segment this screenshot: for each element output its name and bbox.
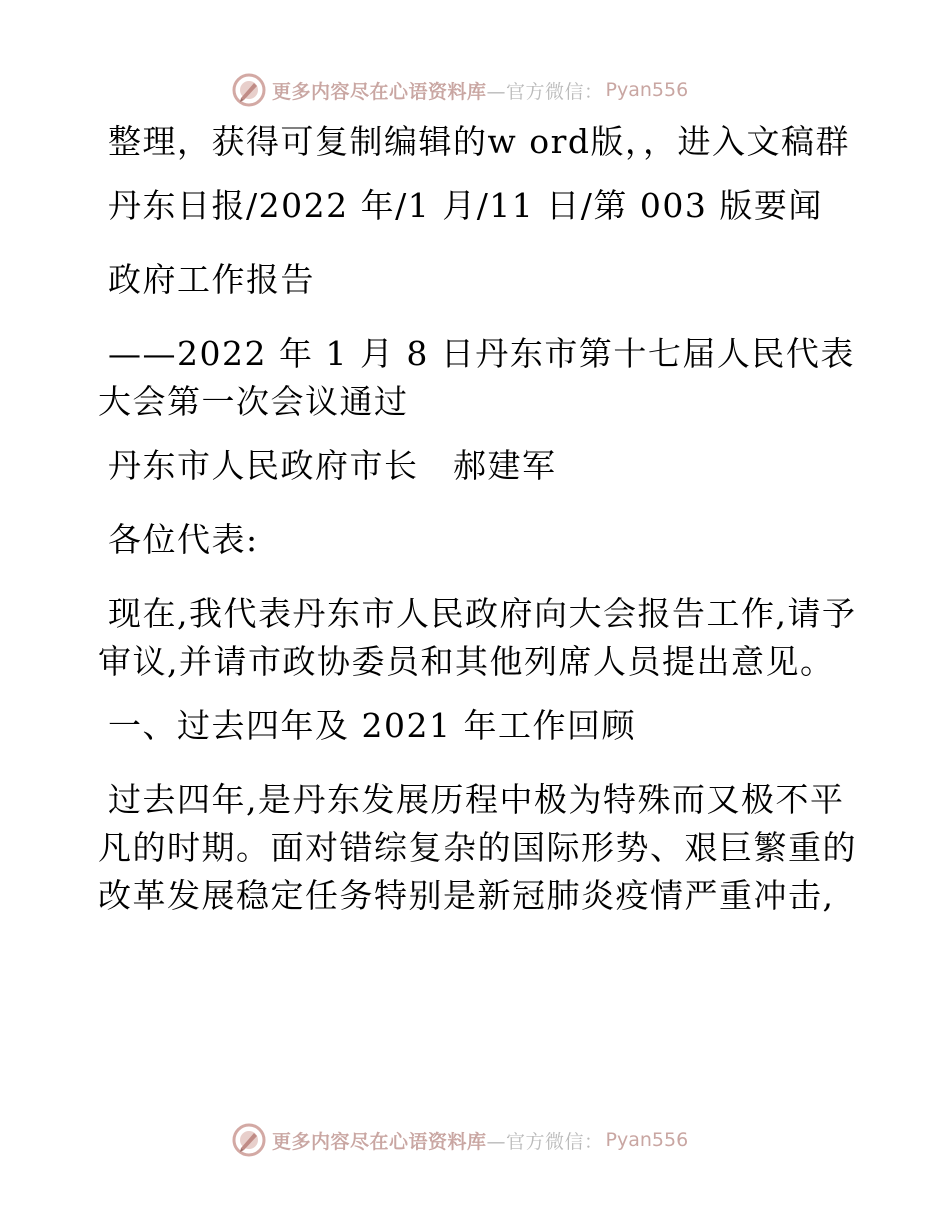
section-heading: 一、过去四年及 2021 年工作回顾 [108,706,636,745]
footer-watermark [232,1120,688,1160]
document-subtitle: ——2022 年 1 月 8 日丹东市第十七届人民代表大会第一次会议通过 [98,334,855,421]
watermark-wechat-id: Pyan556 [605,79,689,101]
pen-circle-logo-icon [232,73,266,107]
watermark-contact-label: —官方微信： [486,80,604,103]
watermark-contact-label: —官方微信： [486,1130,604,1153]
paragraph-opening: 现在,我代表丹东市人民政府向大会报告工作,请予审议,并请市政协委员和其他列席人员提出意见。 [98,594,857,681]
pen-circle-logo-icon [232,1123,266,1157]
author-line: 丹东市人民政府市长 郝建军 [108,446,557,485]
watermark-brand-text: 更多内容尽在心语资料库 [272,1130,487,1153]
salutation: 各位代表: [108,520,259,559]
watermark-wechat-id: Pyan556 [605,1129,689,1151]
document-title: 政府工作报告 [108,260,315,299]
paragraph-source-line: 丹东日报/2022 年/1 月/11 日/第 003 版要闻 [108,186,823,225]
paragraph-intro: 整理，获得可复制编辑的w ord版，，进入文稿群 [108,122,851,161]
document-body [98,118,858,946]
header-watermark [232,70,688,110]
paragraph-review: 过去四年,是丹东发展历程中极为特殊而又极不平凡的时期。面对错综复杂的国际形势、艰巨繁重的改革发展稳定任务特别是新冠肺炎疫情严重冲击, [98,780,857,915]
watermark-brand-text: 更多内容尽在心语资料库 [272,80,487,103]
